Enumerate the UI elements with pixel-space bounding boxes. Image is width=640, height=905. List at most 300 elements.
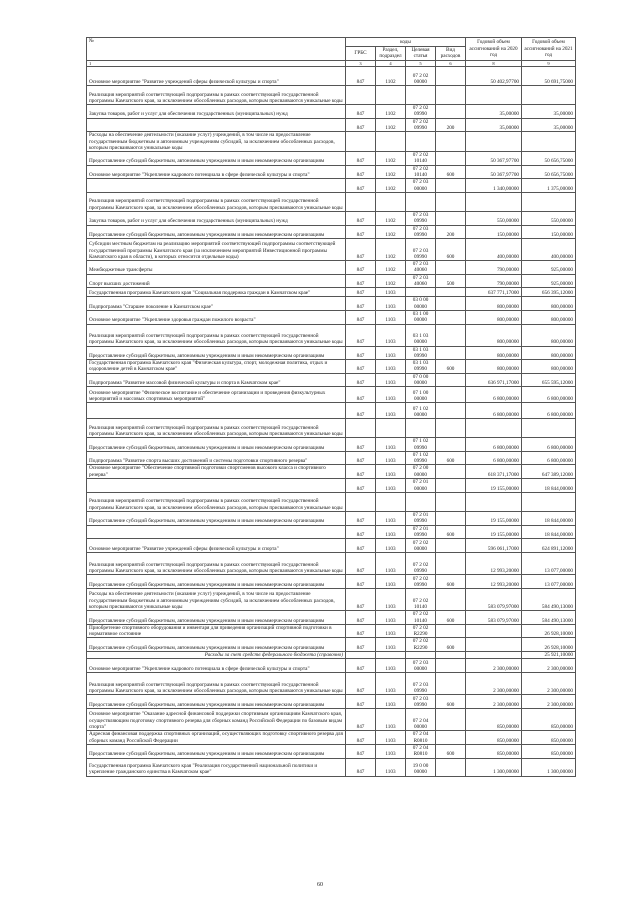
- column-number: 5: [406, 60, 436, 67]
- target-article-cell: 07 2 02 10140: [406, 152, 436, 166]
- table-row: [87, 387, 576, 403]
- table-row: [87, 624, 576, 638]
- section-cell: 1103: [376, 731, 406, 745]
- expense-type-cell: 600: [436, 525, 466, 539]
- table-row: [87, 758, 576, 776]
- section-cell: 1103: [376, 438, 406, 452]
- table-row: [87, 403, 576, 419]
- row-name-cell: Государственная программа Камчатского края "Физическая культура, спорт, молодежная политика, отдых и оздоровление детей в Камчатском крае": [87, 360, 346, 374]
- expense-type-cell: [436, 624, 466, 638]
- amount-2021-cell: 850,00000: [522, 731, 576, 745]
- row-name-cell: Предоставление субсидий бюджетным, автономным учреждениям и иным некоммерческим организациям: [87, 438, 346, 452]
- expense-type-cell: 600: [436, 360, 466, 374]
- amount-2020-cell: 596 061,17000: [466, 539, 522, 553]
- target-article-cell: 03 1 00 00000: [406, 310, 436, 324]
- expense-type-cell: [436, 86, 466, 105]
- amount-2021-cell: 25 921,10000: [522, 652, 576, 659]
- grbs-cell: 847: [346, 165, 376, 179]
- row-name-cell: Предоставление субсидий бюджетным, автономным учреждениям и иным некоммерческим организациям: [87, 695, 346, 709]
- amount-2021-cell: 18 844,00000: [522, 525, 576, 539]
- section-cell: [376, 86, 406, 105]
- expense-type-cell: [436, 261, 466, 275]
- row-name-cell: Предоставление субсидий бюджетным, автономным учреждениям и иным некоммерческим организациям: [87, 611, 346, 625]
- section-cell: 1103: [376, 479, 406, 493]
- section-cell: 1103: [376, 695, 406, 709]
- column-number: 8: [466, 60, 522, 67]
- table-row: [87, 451, 576, 465]
- section-header: Раздел, подраздел: [376, 47, 406, 61]
- row-name-cell: Субсидии местным бюджетам на реализацию мероприятий соответствующей подпрограммы соответствующей государственной программы Камчатского края (за исключением мероприятий Инвестиционной программы Камчатского края в области), в которых относится отдельные коды): [87, 239, 346, 261]
- amount-2021-cell: 35,00000: [522, 105, 576, 119]
- grbs-cell: 847: [346, 638, 376, 652]
- amount-2020-cell: 2 300,00000: [466, 659, 522, 673]
- amount-2020-cell: 550,00000: [466, 211, 522, 225]
- amount-2020-cell: 400,00000: [466, 239, 522, 261]
- row-name-cell: Предоставление субсидий бюджетным, автономным учреждениям и иным некоммерческим организациям: [87, 152, 346, 166]
- amount-2021-cell: 150,00000: [522, 225, 576, 239]
- grbs-cell: 847: [346, 744, 376, 758]
- section-cell: 1102: [376, 179, 406, 193]
- table-row: [87, 611, 576, 625]
- row-name-cell: Основное мероприятие "Укрепление кадрового потенциала в сфере физической культуры и спорта": [87, 659, 346, 673]
- table-row: [87, 67, 576, 86]
- section-cell: [376, 132, 406, 152]
- target-article-cell: 07 2 01 00000: [406, 479, 436, 493]
- expense-type-header: Вид расходов: [436, 47, 466, 61]
- row-name-cell: Основное мероприятие "Развитие учреждений сферы физической культуры и спорта": [87, 539, 346, 553]
- target-article-cell: 07 2 03 09990: [406, 239, 436, 261]
- table-row: [87, 438, 576, 452]
- table-row: [87, 673, 576, 695]
- section-cell: 1103: [376, 659, 406, 673]
- row-name-cell: Основное мероприятие "Физическое воспитание и обеспечение организации и проведения физкультурных мероприятий и массовых спортивных мероприятий": [87, 387, 346, 403]
- amount-2021-cell: 2 300,00000: [522, 695, 576, 709]
- row-name-cell: Закупка товаров, работ и услуг для обеспечения государственных (муниципальных) нужд: [87, 105, 346, 119]
- amount-2020-cell: 6 800,00000: [466, 387, 522, 403]
- grbs-cell: 847: [346, 451, 376, 465]
- table-row: [87, 744, 576, 758]
- target-article-cell: 07 2 00 00000: [406, 465, 436, 479]
- amount-2021-cell: 800,00000: [522, 346, 576, 360]
- amount-2021-cell: 624 891,12000: [522, 539, 576, 553]
- grbs-cell: 847: [346, 479, 376, 493]
- table-header-row: [87, 38, 576, 47]
- section-cell: 1103: [376, 346, 406, 360]
- grbs-cell: 847: [346, 438, 376, 452]
- table-row: [87, 165, 576, 179]
- amount-2020-cell: 6 800,00000: [466, 438, 522, 452]
- target-article-cell: 07 2 02 00000: [406, 67, 436, 86]
- amount-2020-cell: [466, 86, 522, 105]
- table-row: [87, 211, 576, 225]
- expense-type-cell: [436, 297, 466, 311]
- section-cell: 1102: [376, 152, 406, 166]
- expense-type-cell: [436, 387, 466, 403]
- amount-2021-cell: 6 800,00000: [522, 451, 576, 465]
- amount-2021-cell: 655 595,12000: [522, 373, 576, 387]
- table-row: [87, 86, 576, 105]
- section-cell: 1103: [376, 360, 406, 374]
- expense-type-cell: [436, 373, 466, 387]
- grbs-cell: 847: [346, 624, 376, 638]
- target-article-cell: 07 2 02 10140: [406, 611, 436, 625]
- amount-2020-cell: 35,00000: [466, 105, 522, 119]
- amount-2021-cell: 13 077,00000: [522, 553, 576, 575]
- table-row: [87, 105, 576, 119]
- grbs-cell: 847: [346, 360, 376, 374]
- grbs-cell: 847: [346, 611, 376, 625]
- amount-2021-cell: 584 490,13000: [522, 589, 576, 611]
- row-name-cell: Расходы на обеспечение деятельности (оказание услуг) учреждений, в том числе на предоставление государственным бюджетным и автономным учреждениям субсидий, за исключением обособленных расходов, которым присваиваются уникальные коды: [87, 589, 346, 611]
- table-row: [87, 493, 576, 512]
- amount-2020-cell: 150,00000: [466, 225, 522, 239]
- expense-type-cell: [436, 105, 466, 119]
- amount-2021-cell: 13 077,00000: [522, 575, 576, 589]
- target-article-cell: 07 2 03 00000: [406, 659, 436, 673]
- expense-type-cell: [436, 709, 466, 731]
- amount-2020-cell: 790,00000: [466, 261, 522, 275]
- section-cell: 1103: [376, 758, 406, 776]
- amount-2020-cell: 800,00000: [466, 297, 522, 311]
- grbs-cell: 847: [346, 731, 376, 745]
- amount-2021-cell: 925,00000: [522, 261, 576, 275]
- section-cell: 1103: [376, 403, 406, 419]
- expense-type-cell: [436, 553, 466, 575]
- amount-2020-cell: 50 367,97700: [466, 152, 522, 166]
- grbs-cell: 847: [346, 673, 376, 695]
- row-name-cell: Предоставление субсидий бюджетным, автономным учреждениям и иным некоммерческим организациям: [87, 744, 346, 758]
- amount-2021-cell: 584 490,13000: [522, 611, 576, 625]
- row-name-cell: Основное мероприятие "Обеспечение спортивной подготовки спортсменов высокого класса и спортивного резерва": [87, 465, 346, 479]
- amount-2020-cell: 800,00000: [466, 324, 522, 346]
- amount-2020-cell: 19 155,00000: [466, 512, 522, 526]
- expense-type-cell: [436, 493, 466, 512]
- row-name-cell: Основное мероприятие "Укрепление кадрового потенциала в сфере физической культуры и спорта": [87, 165, 346, 179]
- row-name-cell: Расходы за счет средств федерального бюджета (справочно): [87, 652, 346, 659]
- year-2021-header: Годовой объем ассигнований на 2021 год: [522, 38, 576, 61]
- row-name-cell: Приобретение спортивного оборудования и инвентаря для приведения организаций спортивной подготовки в нормативное состояние: [87, 624, 346, 638]
- target-article-cell: 07 2 04 R0810: [406, 744, 436, 758]
- amount-2021-cell: 50 656,75000: [522, 165, 576, 179]
- amount-2020-cell: [466, 132, 522, 152]
- amount-2021-cell: [522, 86, 576, 105]
- amount-2020-cell: [466, 624, 522, 638]
- grbs-cell: [346, 419, 376, 438]
- amount-2021-cell: [522, 419, 576, 438]
- grbs-cell: 847: [346, 403, 376, 419]
- row-name-cell: Реализация мероприятий соответствующей подпрограммы в рамках соответствующей государственной программы Камчатского края, за исключением обособленных расходов, которым присваиваются уникальные коды: [87, 192, 346, 211]
- row-name-cell: Предоставление субсидий бюджетным, автономным учреждениям и иным некоммерческим организациям: [87, 346, 346, 360]
- expense-type-cell: [436, 465, 466, 479]
- expense-type-cell: 200: [436, 225, 466, 239]
- table-row: [87, 179, 576, 193]
- table-row: [87, 152, 576, 166]
- amount-2021-cell: 550,00000: [522, 211, 576, 225]
- table-row: [87, 324, 576, 346]
- table-row: [87, 589, 576, 611]
- grbs-cell: 847: [346, 539, 376, 553]
- expense-type-cell: [436, 324, 466, 346]
- section-cell: 1103: [376, 373, 406, 387]
- target-article-cell: 07 2 02 09990: [406, 105, 436, 119]
- grbs-cell: [346, 86, 376, 105]
- amount-2021-cell: [522, 132, 576, 152]
- row-name-cell: Реализация мероприятий соответствующей подпрограммы в рамках соответствующей государственной программы Камчатского края, за исключением обособленных расходов, которым присваиваются уникальные коды: [87, 419, 346, 438]
- row-name-cell: Реализация мероприятий соответствующей подпрограммы в рамках соответствующей государственной программы Камчатского края, за исключением обособленных расходов, которым присваиваются уникальные коды: [87, 673, 346, 695]
- grbs-cell: 847: [346, 659, 376, 673]
- amount-2021-cell: 1 375,00000: [522, 179, 576, 193]
- amount-2021-cell: 800,00000: [522, 310, 576, 324]
- target-article-header: Целевая статья: [406, 47, 436, 61]
- grbs-cell: [346, 652, 376, 659]
- amount-2021-cell: 50 656,75000: [522, 152, 576, 166]
- section-cell: 1102: [376, 274, 406, 288]
- amount-2021-cell: 800,00000: [522, 297, 576, 311]
- grbs-cell: 847: [346, 261, 376, 275]
- row-name-cell: [87, 403, 346, 419]
- grbs-header: ГРБС: [346, 47, 376, 61]
- target-article-cell: [406, 288, 436, 297]
- grbs-cell: 847: [346, 239, 376, 261]
- grbs-cell: 847: [346, 553, 376, 575]
- expense-type-cell: [436, 512, 466, 526]
- expense-type-cell: 600: [436, 239, 466, 261]
- section-cell: 1103: [376, 553, 406, 575]
- row-name-cell: Реализация мероприятий соответствующей подпрограммы в рамках соответствующей государственной программы Камчатского края, за исключением обособленных расходов, которым присваиваются уникальные коды: [87, 324, 346, 346]
- table-row: [87, 553, 576, 575]
- section-cell: 1103: [376, 575, 406, 589]
- grbs-cell: 847: [346, 373, 376, 387]
- target-article-cell: 07 2 02 09990: [406, 553, 436, 575]
- grbs-cell: 847: [346, 105, 376, 119]
- table-row: [87, 192, 576, 211]
- row-name-cell: [87, 525, 346, 539]
- amount-2020-cell: 50 402,97700: [466, 67, 522, 86]
- table-row: [87, 239, 576, 261]
- section-cell: 1103: [376, 324, 406, 346]
- section-cell: 1103: [376, 465, 406, 479]
- table-row: [87, 525, 576, 539]
- table-row: [87, 360, 576, 374]
- amount-2020-cell: [466, 638, 522, 652]
- target-article-cell: 03 0 00 00000: [406, 297, 436, 311]
- row-name-cell: Подпрограмма "Старшее поколение в Камчатском крае": [87, 297, 346, 311]
- target-article-cell: 03 1 03 09990: [406, 346, 436, 360]
- table-row: [87, 419, 576, 438]
- expense-type-cell: 600: [436, 744, 466, 758]
- row-name-cell: Закупка товаров, работ и услуг для обеспечения государственных (муниципальных) нужд: [87, 211, 346, 225]
- grbs-cell: 847: [346, 118, 376, 132]
- expense-type-cell: [436, 179, 466, 193]
- amount-2020-cell: 636 971,17000: [466, 373, 522, 387]
- expense-type-cell: [436, 67, 466, 86]
- row-name-cell: Реализация мероприятий соответствующей подпрограммы в рамках соответствующей государственной программы Камчатского края, за исключением обособленных расходов, которым присваиваются уникальные коды: [87, 493, 346, 512]
- table-row: [87, 118, 576, 132]
- grbs-cell: 847: [346, 67, 376, 86]
- section-cell: 1103: [376, 611, 406, 625]
- section-cell: 1102: [376, 105, 406, 119]
- amount-2020-cell: 790,00000: [466, 274, 522, 288]
- grbs-cell: 847: [346, 152, 376, 166]
- amount-2020-cell: 1 300,00000: [466, 758, 522, 776]
- section-cell: 1102: [376, 211, 406, 225]
- amount-2020-cell: 1 340,00000: [466, 179, 522, 193]
- amount-2020-cell: 637 771,17000: [466, 288, 522, 297]
- section-cell: 1103: [376, 624, 406, 638]
- grbs-cell: 847: [346, 225, 376, 239]
- table-row: [87, 652, 576, 659]
- expense-type-cell: [436, 539, 466, 553]
- number-header: №: [87, 38, 346, 61]
- expense-type-cell: [436, 211, 466, 225]
- grbs-cell: [346, 493, 376, 512]
- row-name-cell: Основное мероприятие "Оказание адресной финансовой поддержки спортивным организациям Камчатского края, осуществляющим подготовку спортивного резерва для сборных команд Российской Федерации по базовым видам спорта": [87, 709, 346, 731]
- table-row: [87, 695, 576, 709]
- section-cell: 1103: [376, 297, 406, 311]
- row-name-cell: [87, 118, 346, 132]
- table-row: [87, 575, 576, 589]
- target-article-cell: 07 1 02 09990: [406, 438, 436, 452]
- amount-2020-cell: 800,00000: [466, 310, 522, 324]
- amount-2020-cell: [466, 652, 522, 659]
- amount-2020-cell: [466, 192, 522, 211]
- amount-2021-cell: 6 800,00000: [522, 387, 576, 403]
- expense-type-cell: 600: [436, 451, 466, 465]
- target-article-cell: 07 2 04 00000: [406, 709, 436, 731]
- year-2020-header: Годовой объем ассигнований на 2020 год: [466, 38, 522, 61]
- target-article-cell: 03 1 03 09990: [406, 360, 436, 374]
- table-row: [87, 132, 576, 152]
- table-row: [87, 310, 576, 324]
- amount-2020-cell: 2 300,00000: [466, 695, 522, 709]
- expense-type-cell: [436, 419, 466, 438]
- target-article-cell: 07 1 00 00000: [406, 387, 436, 403]
- expense-type-cell: [436, 758, 466, 776]
- grbs-cell: 847: [346, 211, 376, 225]
- row-name-cell: Основное мероприятие "Развитие учреждений сферы физической культуры и спорта": [87, 67, 346, 86]
- grbs-cell: 847: [346, 310, 376, 324]
- amount-2020-cell: 800,00000: [466, 360, 522, 374]
- table-row: [87, 659, 576, 673]
- section-cell: 1102: [376, 67, 406, 86]
- grbs-cell: 847: [346, 465, 376, 479]
- amount-2021-cell: 850,00000: [522, 709, 576, 731]
- grbs-cell: 847: [346, 512, 376, 526]
- grbs-cell: 847: [346, 387, 376, 403]
- table-row: [87, 539, 576, 553]
- target-article-cell: [406, 493, 436, 512]
- row-name-cell: Адресная финансовая поддержка спортивных организаций, осуществляющих подготовку спортивного резерва для сборных команд Российской Федерации: [87, 731, 346, 745]
- grbs-cell: 847: [346, 274, 376, 288]
- grbs-cell: 847: [346, 589, 376, 611]
- target-article-cell: 07 2 01 09990: [406, 525, 436, 539]
- target-article-cell: [406, 86, 436, 105]
- section-cell: 1102: [376, 118, 406, 132]
- expense-type-cell: [436, 192, 466, 211]
- row-name-cell: Предоставление субсидий бюджетным, автономным учреждениям и иным некоммерческим организациям: [87, 638, 346, 652]
- section-cell: 1103: [376, 709, 406, 731]
- section-cell: 1103: [376, 512, 406, 526]
- table-row: [87, 479, 576, 493]
- target-article-cell: [406, 132, 436, 152]
- section-cell: 1103: [376, 387, 406, 403]
- expense-type-cell: [436, 346, 466, 360]
- expense-type-cell: [436, 310, 466, 324]
- column-number: 4: [376, 60, 406, 67]
- amount-2021-cell: 647 389,12000: [522, 465, 576, 479]
- amount-2020-cell: 50 367,97700: [466, 165, 522, 179]
- expense-type-cell: 600: [436, 165, 466, 179]
- target-article-cell: [406, 419, 436, 438]
- section-cell: [376, 192, 406, 211]
- expense-type-cell: [436, 438, 466, 452]
- expense-type-cell: [436, 132, 466, 152]
- row-name-cell: Расходы на обеспечение деятельности (оказание услуг) учреждений, в том числе на предоставление государственным бюджетным и автономным учреждениям субсидий, за исключением обособленных расходов, которым присваиваются уникальные коды: [87, 132, 346, 152]
- table-row: [87, 638, 576, 652]
- target-article-cell: 07 2 02 09990: [406, 118, 436, 132]
- expense-type-cell: [436, 152, 466, 166]
- table-row: [87, 288, 576, 297]
- table-row: [87, 512, 576, 526]
- table-row: [87, 346, 576, 360]
- amount-2021-cell: 800,00000: [522, 324, 576, 346]
- target-article-cell: [406, 192, 436, 211]
- grbs-cell: 847: [346, 709, 376, 731]
- amount-2020-cell: 2 300,00000: [466, 673, 522, 695]
- amount-2021-cell: 26 928,10000: [522, 638, 576, 652]
- amount-2021-cell: 925,00000: [522, 274, 576, 288]
- expense-type-cell: [436, 731, 466, 745]
- expense-type-cell: 200: [436, 118, 466, 132]
- grbs-cell: 847: [346, 297, 376, 311]
- amount-2021-cell: 800,00000: [522, 360, 576, 374]
- budget-table-sheet: [86, 37, 576, 777]
- row-name-cell: Подпрограмма "Развитие спорта высших достижений и системы подготовки спортивного резерва": [87, 451, 346, 465]
- column-number: 3: [346, 60, 376, 67]
- grbs-cell: 847: [346, 695, 376, 709]
- page-number: 60: [317, 882, 323, 888]
- section-cell: 1103: [376, 451, 406, 465]
- amount-2020-cell: 6 800,00000: [466, 451, 522, 465]
- section-cell: 1103: [376, 589, 406, 611]
- amount-2021-cell: 656 395,12000: [522, 288, 576, 297]
- amount-2021-cell: 2 300,00000: [522, 673, 576, 695]
- target-article-cell: 07 2 02 10140: [406, 589, 436, 611]
- amount-2020-cell: 800,00000: [466, 346, 522, 360]
- section-cell: 1103: [376, 310, 406, 324]
- amount-2020-cell: 850,00000: [466, 744, 522, 758]
- target-article-cell: 07 2 02 00000: [406, 539, 436, 553]
- grbs-cell: 847: [346, 179, 376, 193]
- section-cell: 1102: [376, 165, 406, 179]
- grbs-cell: [346, 132, 376, 152]
- target-article-cell: 07 2 03 40060: [406, 261, 436, 275]
- amount-2021-cell: 6 800,00000: [522, 438, 576, 452]
- row-name-cell: Подпрограмма "Развитие массовой физической культуры и спорта в Камчатском крае": [87, 373, 346, 387]
- target-article-cell: 07 2 04 R0810: [406, 731, 436, 745]
- row-name-cell: Государственная программа Камчатского края "Реализация государственной национальной политики и укрепление гражданского единства в Камчатском крае": [87, 758, 346, 776]
- row-name-cell: Государственная программа Камчатского края "Социальная поддержка граждан в Камчатском крае": [87, 288, 346, 297]
- row-name-cell: Реализация мероприятий соответствующей подпрограммы в рамках соответствующей государственной программы Камчатского края, за исключением обособленных расходов, которым присваиваются уникальные коды: [87, 86, 346, 105]
- expense-type-cell: [436, 403, 466, 419]
- amount-2020-cell: [466, 493, 522, 512]
- amount-2021-cell: [522, 192, 576, 211]
- table-row: [87, 709, 576, 731]
- target-article-cell: 07 1 02 09990: [406, 451, 436, 465]
- amount-2021-cell: 1 300,00000: [522, 758, 576, 776]
- amount-2020-cell: 12 993,20000: [466, 575, 522, 589]
- row-name-cell: Предоставление субсидий бюджетным, автономным учреждениям и иным некоммерческим организациям: [87, 575, 346, 589]
